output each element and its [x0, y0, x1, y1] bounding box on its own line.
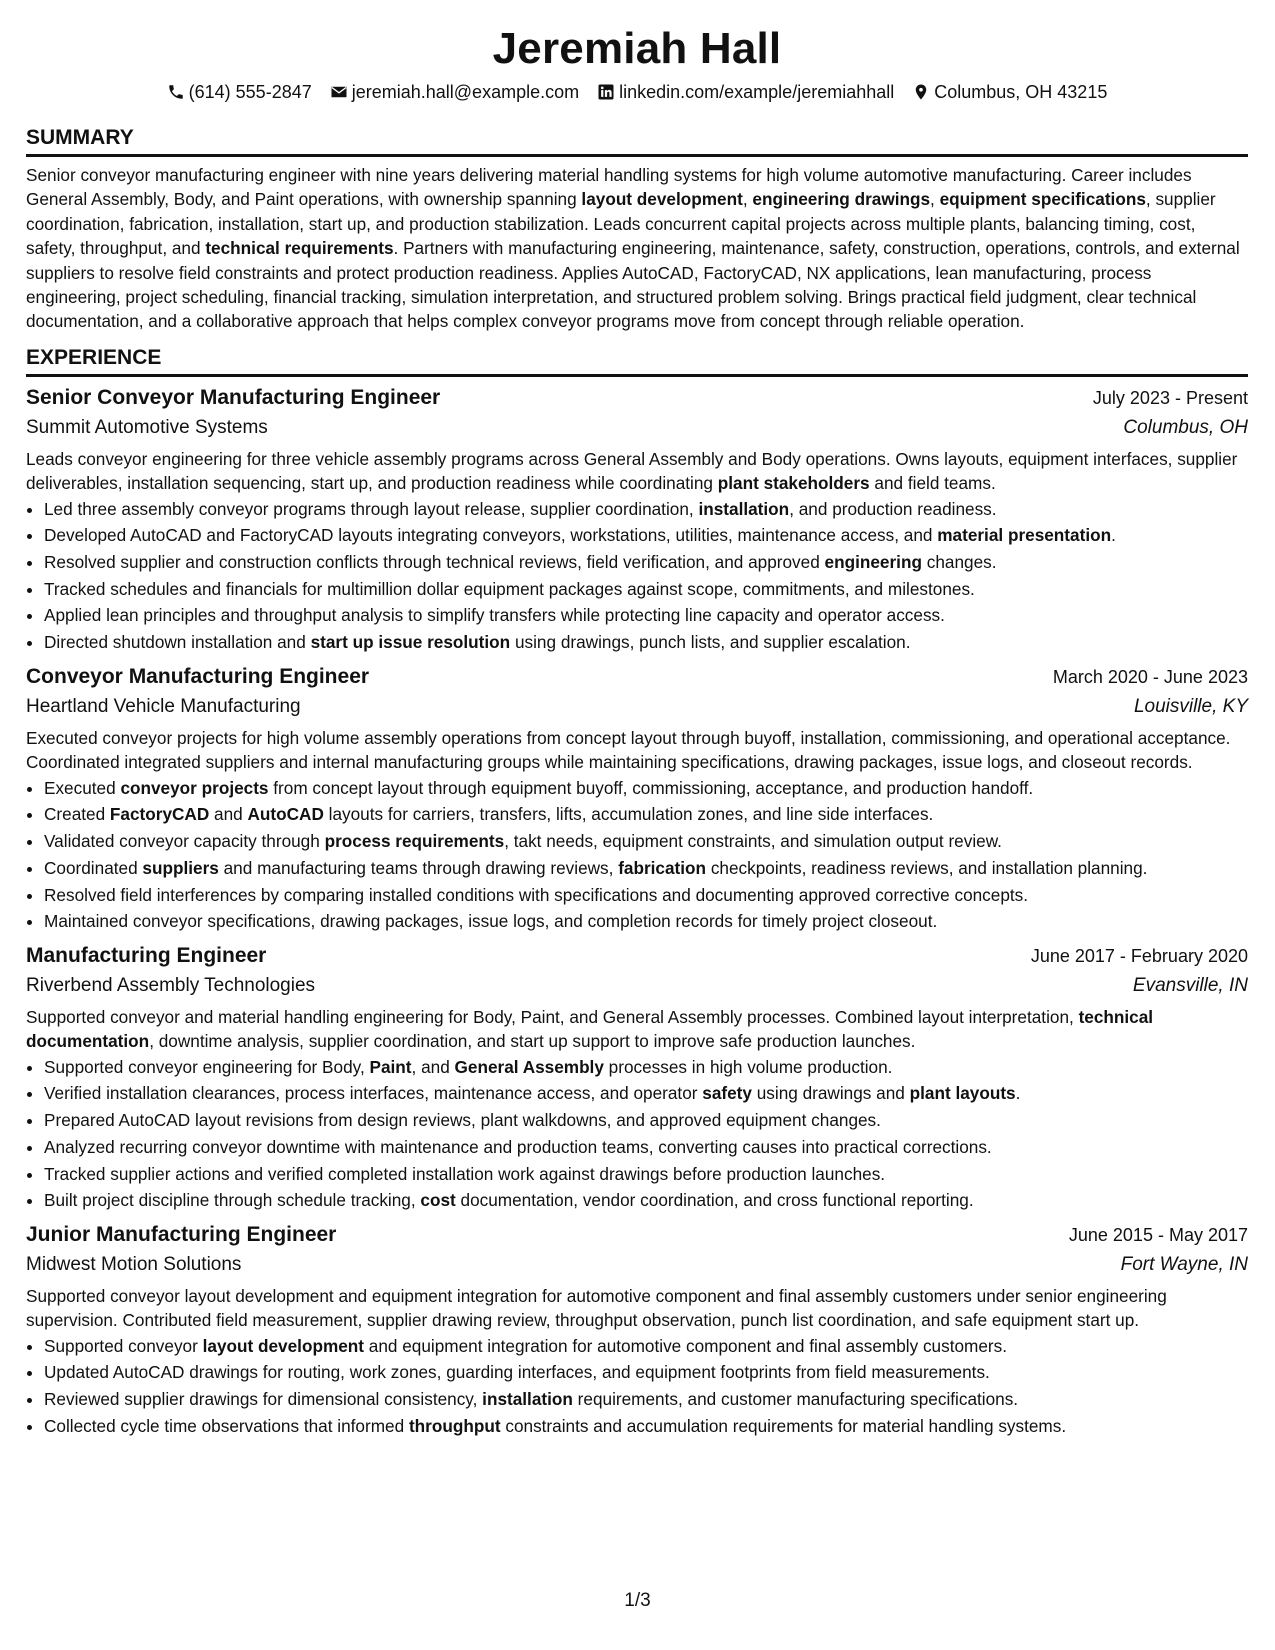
job-location: Louisville, KY	[1133, 695, 1248, 717]
bold-keyword: engineering drawings	[752, 189, 931, 210]
bold-keyword: AutoCAD	[247, 804, 324, 825]
job-bullet: • Supported conveyor layout development and equipment integration for automotive component and final assembly customers.	[44, 1333, 1248, 1360]
job-subheader	[26, 413, 1248, 443]
job-bullet: • Validated conveyor capacity through process requirements, takt needs, equipment constraints, and simulation output review.	[44, 828, 1248, 855]
page-number: 1/3	[624, 1590, 651, 1611]
experience-heading: EXPERIENCE	[26, 344, 1248, 377]
bold-keyword: technical documentation	[26, 1006, 1154, 1052]
job-entry	[26, 662, 1248, 935]
summary-heading: SUMMARY	[26, 124, 1248, 157]
job-dates: March 2020 - June 2023	[1052, 666, 1248, 687]
job-bullet: • Reviewed supplier drawings for dimensional consistency, installation requirements, and customer manufacturing specifications.	[44, 1386, 1248, 1413]
job-location: Columbus, OH	[1123, 416, 1248, 438]
bold-keyword: cost	[420, 1190, 456, 1211]
job-bullet: • Maintained conveyor specifications, drawing packages, issue logs, and completion records for timely project closeout.	[44, 908, 1248, 935]
contact-location	[912, 80, 1107, 104]
job-dates: June 2015 - May 2017	[1068, 1224, 1248, 1245]
bold-keyword: General Assembly	[454, 1056, 604, 1077]
bold-keyword: process requirements	[324, 831, 505, 852]
bold-keyword: equipment specifications	[939, 189, 1146, 210]
linkedin-text: linkedin.com/example/jeremiahhall	[619, 82, 895, 102]
envelope-icon	[330, 83, 348, 101]
job-bullet: • Applied lean principles and throughput analysis to simplify transfers while protecting line capacity and operator access.	[44, 602, 1248, 629]
job-summary: Leads conveyor engineering for three vehicle assembly programs across General Assembly and Body operations. Owns layouts, equipment interfaces, supplier deliverables, installation sequencing, start up, and production readiness while coordinating plant stakeholders and field teams.	[26, 448, 1238, 494]
bold-keyword: fabrication	[618, 857, 707, 878]
job-bullet: • Resolved supplier and construction conflicts through technical reviews, field verification, and approved engineering changes.	[44, 549, 1248, 576]
job-company: Heartland Vehicle Manufacturing	[26, 695, 301, 717]
job-bullets	[26, 775, 1248, 935]
job-bullet: • Directed shutdown installation and start up issue resolution using drawings, punch lists, and supplier escalation.	[44, 629, 1248, 656]
contact-bar	[26, 80, 1248, 104]
job-location: Fort Wayne, IN	[1120, 1253, 1248, 1275]
summary-text: Senior conveyor manufacturing engineer with nine years delivering material handling systems for high volume automotive manufacturing. Career includes General Assembly, Body, and Paint operations, with ownership spanning layout development, engineering drawings, equipment specifications, supplier coordination, fabrication, installation, start up, and production stabilization. Leads concurrent capital projects across multiple plants, balancing timing, cost, safety, throughput, and technical requirements. Partners with manufacturing engineering, maintenance, safety, construction, operations, controls, and external suppliers to resolve field constraints and protect production readiness. Applies AutoCAD, FactoryCAD, NX applications, lean manufacturing, process engineering, project scheduling, financial tracking, simulation interpretation, and structured problem solving. Brings practical field judgment, clear technical documentation, and a collaborative approach that helps complex conveyor programs move from concept through reliable operation.	[26, 165, 1240, 332]
phone-text: (614) 555-2847	[188, 82, 312, 102]
job-bullet: • Supported conveyor engineering for Body, Paint, and General Assembly processes in high volume production.	[44, 1054, 1248, 1081]
job-entry	[26, 383, 1248, 656]
job-bullets	[26, 496, 1248, 656]
job-entry	[26, 1220, 1248, 1440]
job-subheader	[26, 1250, 1248, 1280]
job-bullets	[26, 1333, 1248, 1440]
job-bullet: • Executed conveyor projects from concept layout through equipment buyoff, commissioning, acceptance, and production handoff.	[44, 775, 1248, 802]
bold-keyword: suppliers	[142, 857, 219, 878]
job-company: Summit Automotive Systems	[26, 416, 268, 438]
bold-keyword: start up issue resolution	[310, 632, 511, 653]
job-title: Senior Conveyor Manufacturing Engineer	[26, 385, 441, 409]
job-bullet: • Updated AutoCAD drawings for routing, work zones, guarding interfaces, and equipment footprints from field measurements.	[44, 1359, 1248, 1386]
job-bullet: • Coordinated suppliers and manufacturing teams through drawing reviews, fabrication checkpoints, readiness reviews, and installation planning.	[44, 855, 1248, 882]
job-bullet: • Resolved field interferences by comparing installed conditions with specifications and documenting approved corrective concepts.	[44, 882, 1248, 909]
job-bullet: • Verified installation clearances, process interfaces, maintenance access, and operator safety using drawings and plant layouts.	[44, 1080, 1248, 1107]
contact-linkedin[interactable]	[597, 80, 894, 104]
bold-keyword: installation	[698, 498, 790, 519]
bold-keyword: material presentation	[937, 525, 1112, 546]
job-location: Evansville, IN	[1132, 974, 1248, 996]
job-header	[26, 1220, 1248, 1250]
job-bullet: • Analyzed recurring conveyor downtime with maintenance and production teams, converting causes into practical corrections.	[44, 1134, 1248, 1161]
job-company: Midwest Motion Solutions	[26, 1253, 242, 1275]
bold-keyword: FactoryCAD	[109, 804, 210, 825]
summary-section	[26, 124, 1248, 334]
bold-keyword: engineering	[824, 552, 922, 573]
bold-keyword: plant layouts	[909, 1083, 1016, 1104]
job-bullet: • Led three assembly conveyor programs through layout release, supplier coordination, installation, and production readiness.	[44, 496, 1248, 523]
bold-keyword: installation	[482, 1389, 573, 1410]
candidate-name: Jeremiah Hall	[492, 24, 782, 73]
linkedin-icon	[597, 83, 615, 101]
job-entry	[26, 941, 1248, 1214]
job-subheader	[26, 971, 1248, 1001]
job-company: Riverbend Assembly Technologies	[26, 974, 316, 996]
job-bullet: • Collected cycle time observations that informed throughput constraints and accumulation requirements for material handling systems.	[44, 1413, 1248, 1440]
bold-keyword: plant stakeholders	[717, 473, 870, 494]
contact-email[interactable]	[330, 80, 579, 104]
job-summary: Supported conveyor and material handling engineering for Body, Paint, and General Assembly processes. Combined layout interpretation, technical documentation, downtime analysis, supplier coordination, and start up support to improve safe production launches.	[26, 1006, 1154, 1052]
job-summary: Supported conveyor layout development and equipment integration for automotive component and final assembly customers under senior engineering supervision. Contributed field measurement, supplier drawing review, throughput observation, punch list coordination, and safe equipment start up.	[26, 1285, 1167, 1331]
job-bullet: • Developed AutoCAD and FactoryCAD layouts integrating conveyors, workstations, utilities, maintenance access, and material presentation.	[44, 522, 1248, 549]
job-bullet: • Tracked schedules and financials for multimillion dollar equipment packages against scope, commitments, and milestones.	[44, 576, 1248, 603]
job-bullet: • Tracked supplier actions and verified completed installation work against drawings before production launches.	[44, 1161, 1248, 1188]
job-subheader	[26, 692, 1248, 722]
job-header	[26, 383, 1248, 413]
job-title: Conveyor Manufacturing Engineer	[26, 664, 370, 688]
job-header	[26, 941, 1248, 971]
job-title: Manufacturing Engineer	[26, 943, 267, 967]
job-bullets	[26, 1054, 1248, 1214]
bold-keyword: throughput	[408, 1415, 501, 1436]
phone-icon	[167, 83, 185, 101]
bold-keyword: technical requirements	[205, 238, 394, 259]
bold-keyword: conveyor projects	[120, 777, 269, 798]
bold-keyword: safety	[702, 1083, 752, 1104]
job-title: Junior Manufacturing Engineer	[26, 1222, 337, 1246]
bold-keyword: layout development	[581, 189, 743, 210]
job-bullet: • Built project discipline through schedule tracking, cost documentation, vendor coordination, and cross functional reporting.	[44, 1187, 1248, 1214]
resume-page	[26, 22, 1248, 1440]
bold-keyword: layout development	[202, 1335, 365, 1356]
email-text: jeremiah.hall@example.com	[351, 82, 580, 102]
contact-phone[interactable]	[167, 80, 312, 104]
job-dates: July 2023 - Present	[1092, 387, 1248, 408]
job-dates: June 2017 - February 2020	[1030, 945, 1248, 966]
job-bullet: • Created FactoryCAD and AutoCAD layouts for carriers, transfers, lifts, accumulation zones, and line side interfaces.	[44, 801, 1248, 828]
experience-section	[26, 344, 1248, 1440]
experience-list	[26, 383, 1248, 1440]
job-summary: Executed conveyor projects for high volume assembly operations from concept layout through buyoff, installation, commissioning, and operational acceptance. Coordinated integrated suppliers and internal manufacturing groups while maintaining specifications, drawing packages, issue logs, and closeout records.	[26, 727, 1231, 773]
map-pin-icon	[912, 83, 930, 101]
location-text: Columbus, OH 43215	[934, 82, 1108, 102]
bold-keyword: Paint	[369, 1056, 412, 1077]
job-header	[26, 662, 1248, 692]
job-bullet: • Prepared AutoCAD layout revisions from design reviews, plant walkdowns, and approved equipment changes.	[44, 1107, 1248, 1134]
